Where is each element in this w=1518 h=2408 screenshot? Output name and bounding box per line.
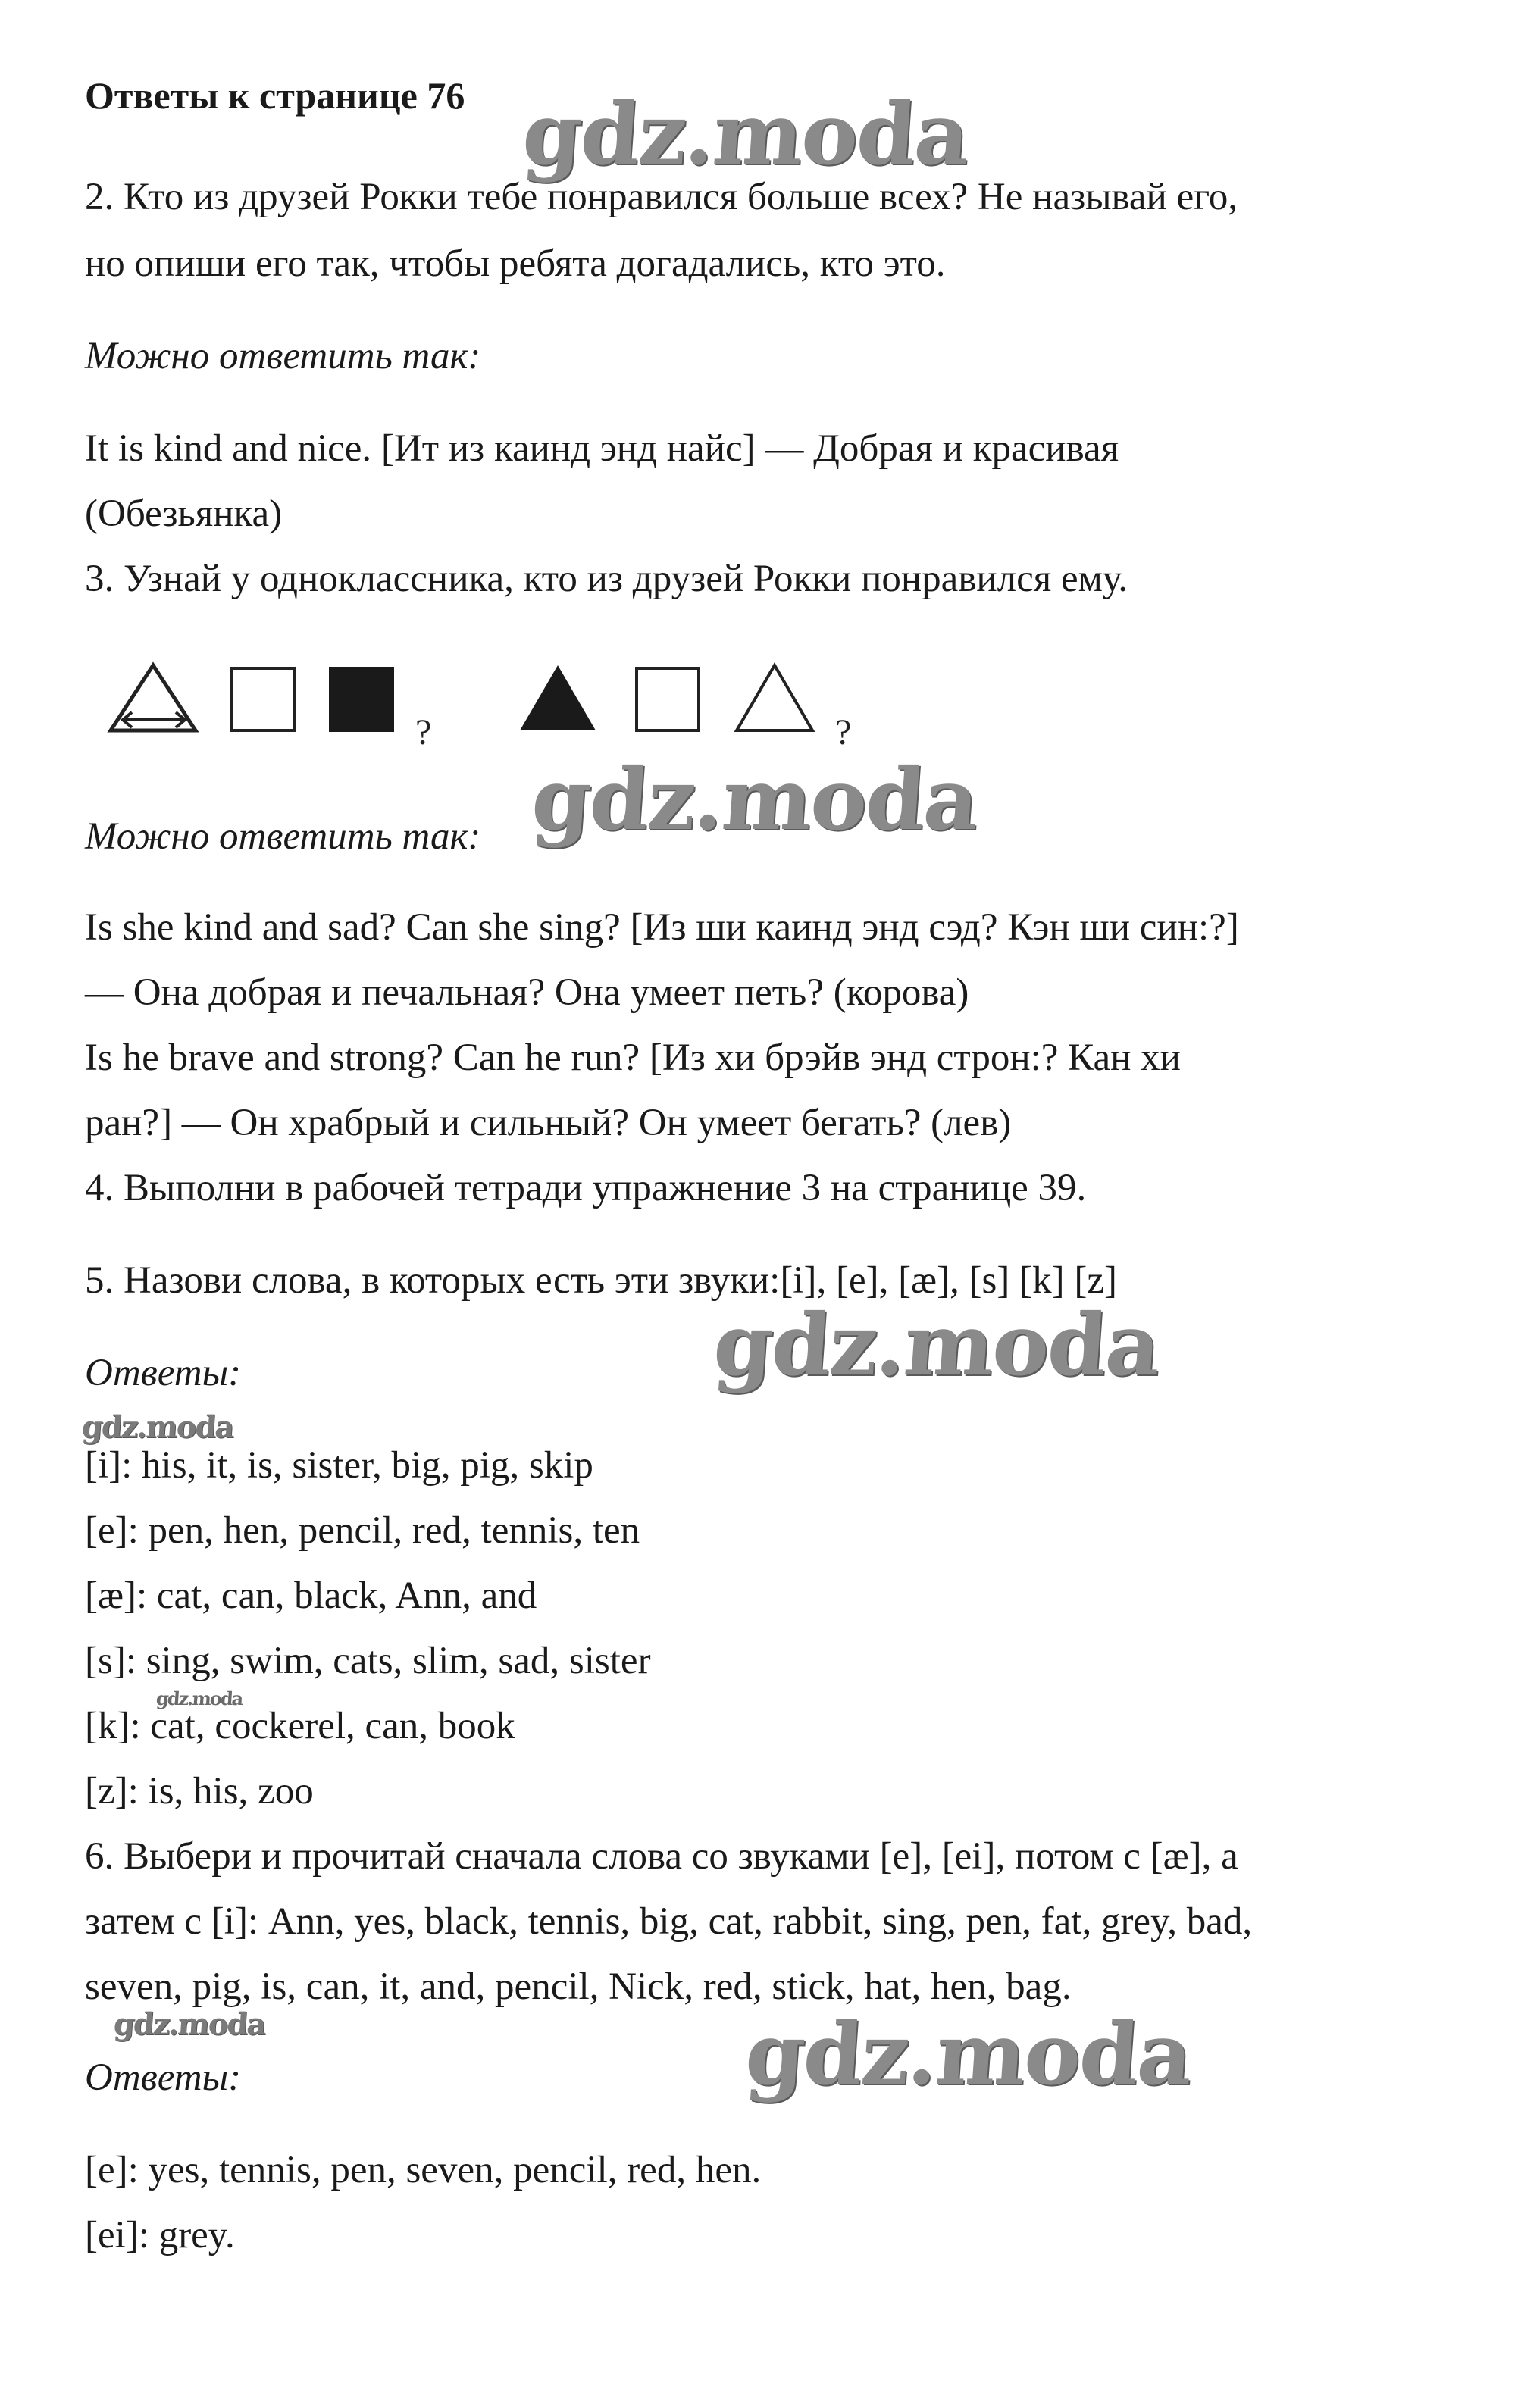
watermark-small-2: gdz.moda bbox=[112, 2006, 267, 2042]
triangle-with-arrow-icon bbox=[111, 665, 196, 730]
task-2-line-1: 2. Кто из друзей Рокки тебе понравился больше всех? Не называй его, bbox=[85, 176, 1238, 218]
watermark-tiny-1: gdz.moda bbox=[155, 1687, 243, 1709]
empty-square-icon bbox=[232, 668, 294, 730]
watermark-3: gdz.moda bbox=[710, 1296, 1163, 1395]
answer-5-s: [s]: sing, swim, cats, slim, sad, sister bbox=[85, 1640, 651, 1682]
task-6-line-1: 6. Выбери и прочитай сначала слова со звуками [e], [ei], потом с [æ], а bbox=[85, 1835, 1238, 1878]
filled-square-icon bbox=[330, 668, 393, 730]
answer-2-line-1: It is kind and nice. [Ит из каинд энд найс] — Добрая и красивая bbox=[85, 427, 1119, 470]
answer-2-line-2: (Обезьянка) bbox=[85, 493, 283, 535]
answers-label-1: Ответы: bbox=[85, 1352, 242, 1394]
answer-3-line-2: — Она добрая и печальная? Она умеет петь? (корова) bbox=[85, 971, 969, 1014]
answer-3-line-1: Is she kind and sad? Can she sing? [Из ши каинд энд сэд? Кэн ши син:?] bbox=[85, 906, 1239, 949]
answer-5-z: [z]: is, his, zoo bbox=[85, 1770, 314, 1812]
filled-triangle-icon bbox=[520, 665, 596, 730]
watermark-4: gdz.moda bbox=[742, 2005, 1194, 2104]
answer-6-e: [e]: yes, tennis, pen, seven, pencil, red, hen. bbox=[85, 2149, 762, 2191]
empty-square-icon-2 bbox=[637, 668, 699, 730]
watermark-small-1: gdz.moda bbox=[80, 1409, 235, 1445]
task-3-line-1: 3. Узнай у одноклассника, кто из друзей Рокки понравился ему. bbox=[85, 558, 1128, 600]
question-mark-2: ? bbox=[835, 712, 852, 752]
task-5-line-1: 5. Назови слова, в которых есть эти звуки:[i], [e], [æ], [s] [k] [z] bbox=[85, 1259, 1117, 1302]
task-6-line-3: seven, pig, is, can, it, and, pencil, Nick, red, stick, hat, hen, bag. bbox=[85, 1965, 1072, 2008]
answer-5-i: [i]: his, it, is, sister, big, pig, skip bbox=[85, 1444, 593, 1487]
task-6-line-2: затем с [i]: Ann, yes, black, tennis, big, cat, rabbit, sing, pen, fat, grey, bad, bbox=[85, 1900, 1253, 1943]
answer-hint-2: Можно ответить так: bbox=[85, 815, 481, 858]
answer-5-k: [k]: cat, cockerel, can, book bbox=[85, 1705, 515, 1747]
empty-triangle-icon bbox=[737, 665, 812, 730]
page-title: Ответы к странице 76 bbox=[85, 74, 465, 117]
watermark-2: gdz.moda bbox=[528, 750, 981, 849]
answer-5-e: [e]: pen, hen, pencil, red, tennis, ten bbox=[85, 1509, 640, 1552]
task-2-line-2: но опиши его так, чтобы ребята догадались, кто это. bbox=[85, 242, 946, 285]
answer-3-line-3: Is he brave and strong? Can he run? [Из хи брэйв энд строн:? Кан хи bbox=[85, 1037, 1181, 1079]
answer-5-ae: [æ]: cat, can, black, Ann, and bbox=[85, 1575, 537, 1617]
answer-3-line-4: ран?] — Он храбрый и сильный? Он умеет бегать? (лев) bbox=[85, 1102, 1012, 1144]
answer-6-ei: [ei]: grey. bbox=[85, 2214, 235, 2256]
task-4-line-1: 4. Выполни в рабочей тетради упражнение 3 на странице 39. bbox=[85, 1167, 1087, 1209]
answers-label-2: Ответы: bbox=[85, 2056, 242, 2099]
question-mark-1: ? bbox=[415, 712, 432, 752]
answer-hint-1: Можно ответить так: bbox=[85, 335, 481, 377]
watermark-1: gdz.moda bbox=[519, 85, 972, 184]
task-3-symbols bbox=[106, 659, 879, 758]
